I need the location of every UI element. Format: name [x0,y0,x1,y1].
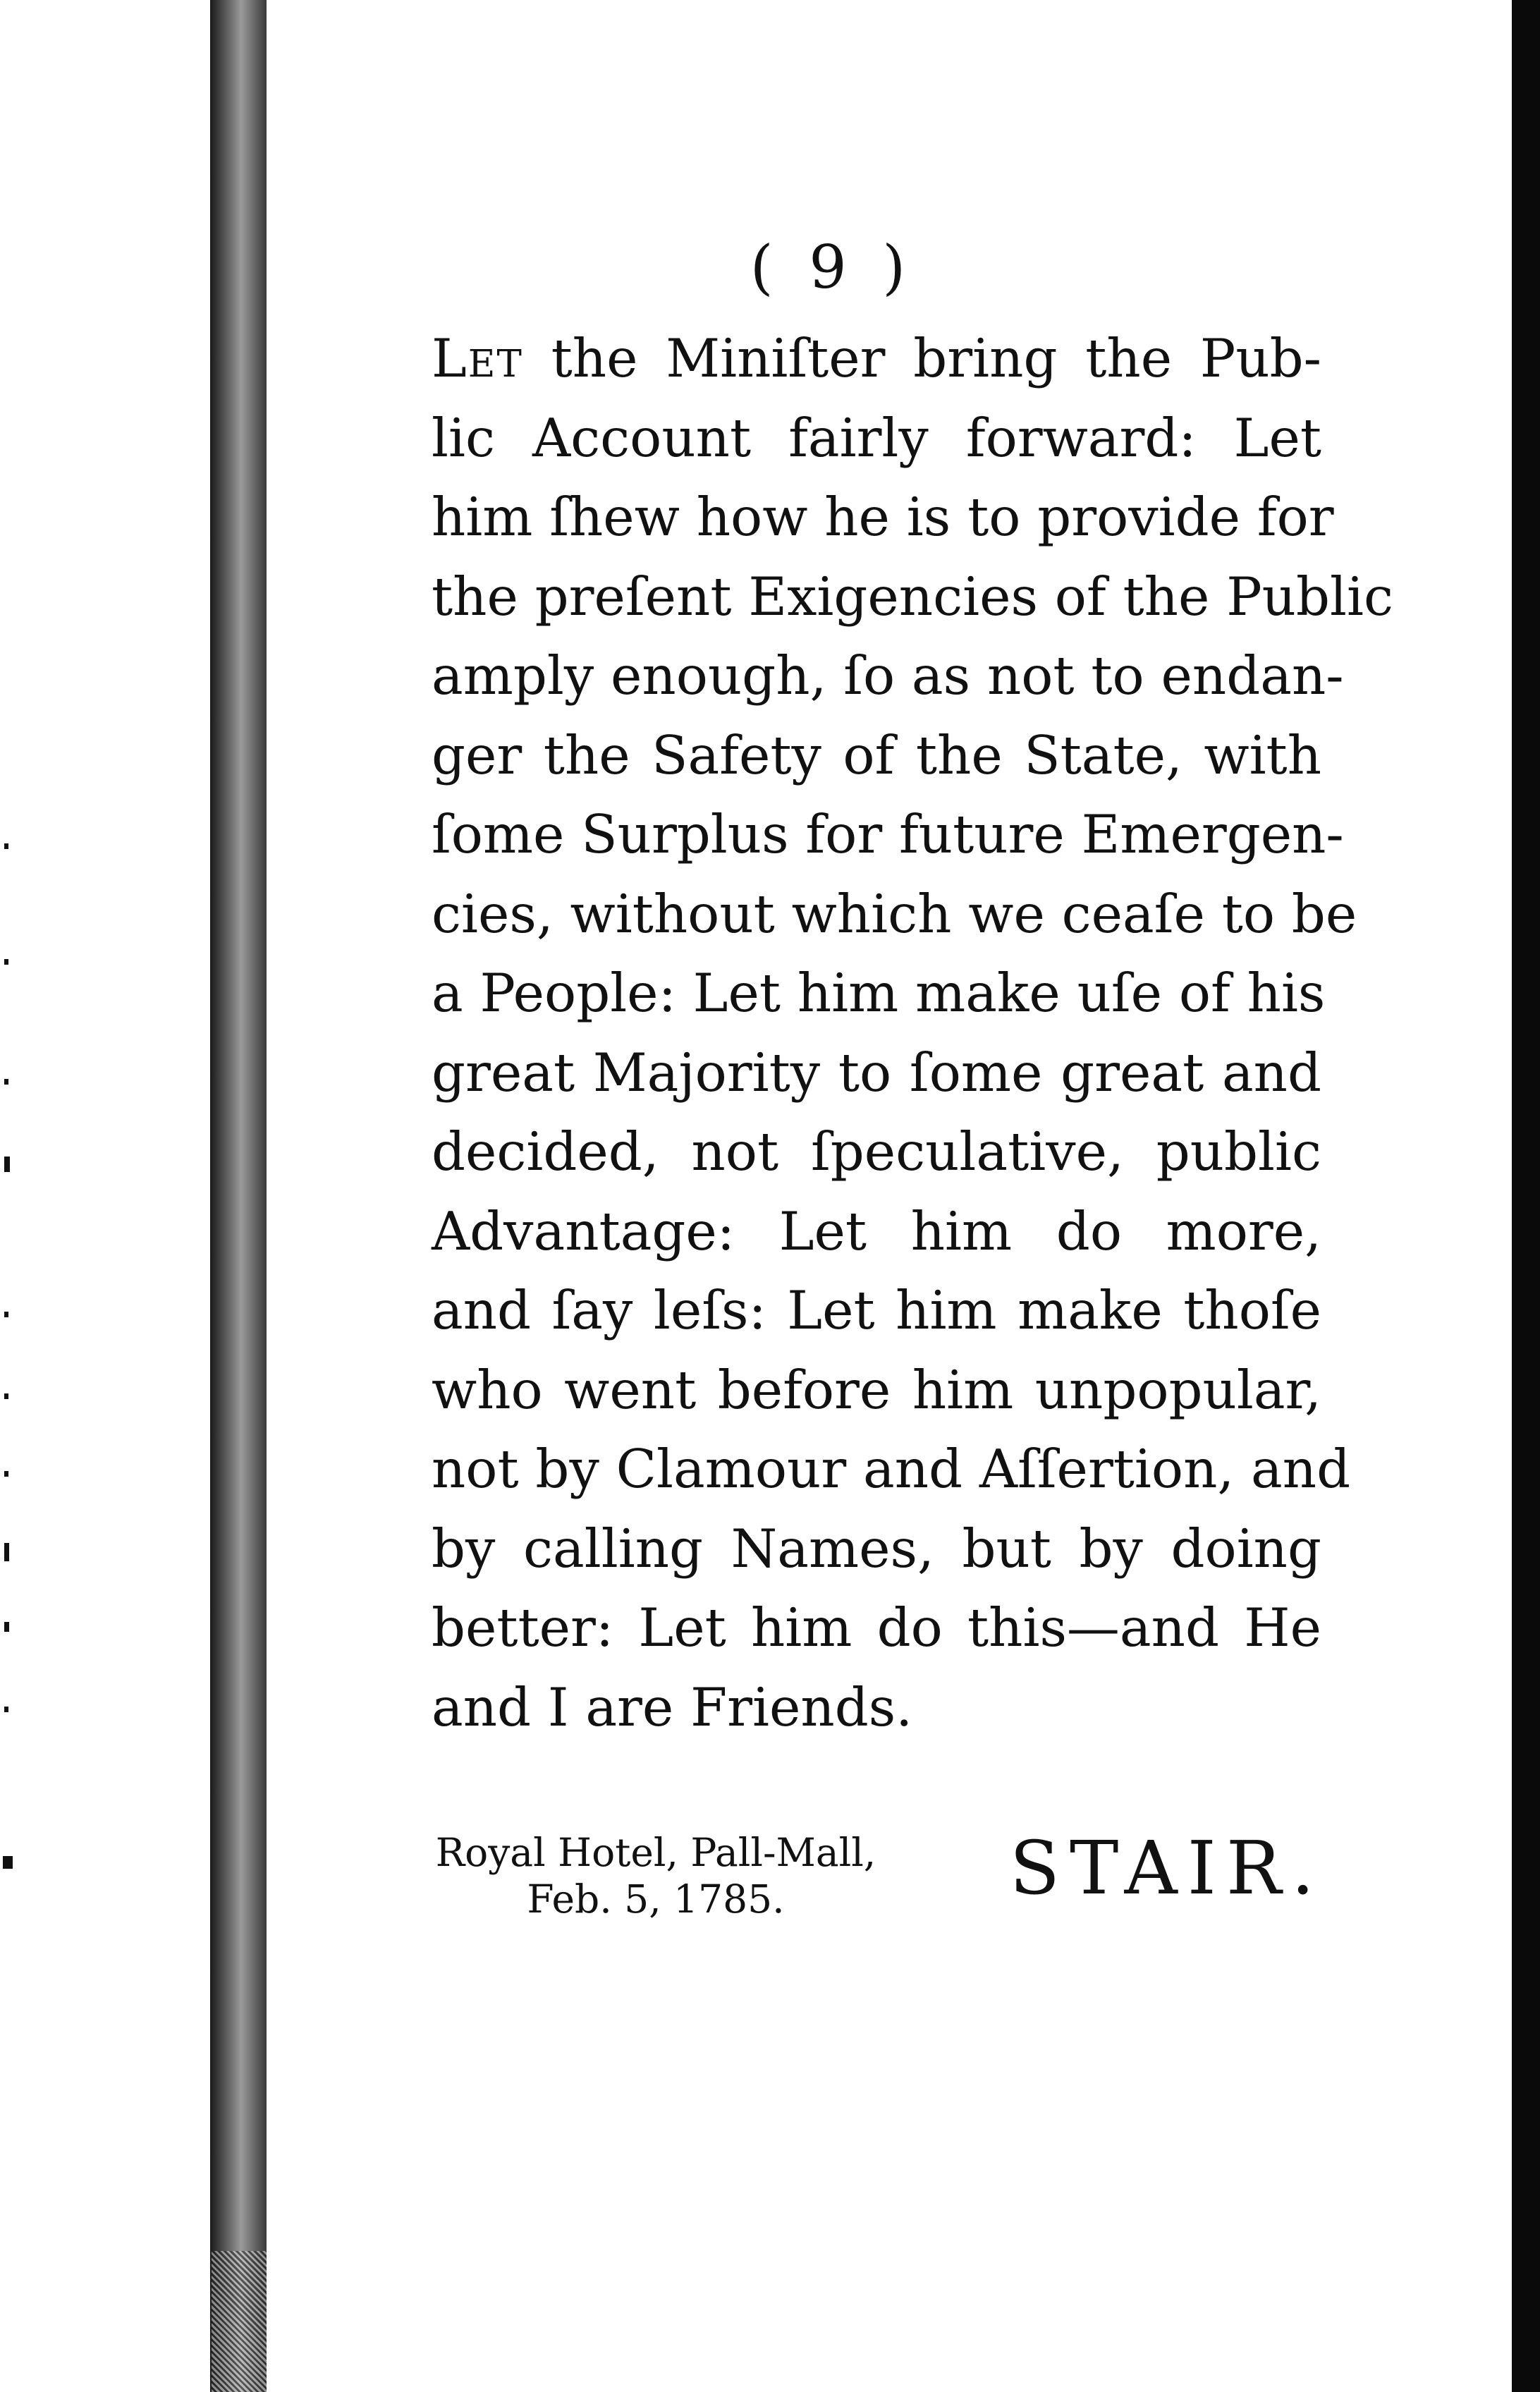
text-line: decided, not ſpeculative, public [432,1121,1321,1183]
dateline-date: Feb. 5, 1785. [527,1877,785,1922]
page-number: ( 9 ) [750,233,915,302]
body-paragraph [432,319,1393,1747]
ink-mark [4,1622,9,1632]
text-line: who went before him unpopular, [432,1358,1321,1421]
book-gutter [210,0,267,2392]
text-line [432,319,1321,398]
text-line: lic Account fairly forward: Let [432,406,1321,469]
text-line: ſome Surplus for future Emergen- [432,803,1344,865]
text-line: the preſent Exigencies of the Public [432,565,1393,628]
lead-word: Let [432,327,523,389]
line-text: the Miniſter bring the Pub- [522,327,1321,389]
ink-mark [3,1856,13,1869]
ink-mark [4,1471,8,1477]
previous-page-edge [0,0,210,2392]
scan-right-edge [1512,0,1540,2392]
ink-mark [4,1312,8,1317]
ink-mark [4,1393,8,1399]
ink-mark [4,1157,10,1172]
text-line: Advantage: Let him do more, [432,1200,1321,1262]
text-line: and I are Friends. [432,1676,913,1738]
text-line: him ſhew how he is to provide for [432,486,1334,548]
text-line: ger the Safety of the State, with [432,724,1321,786]
text-line: better: Let him do this—and He [432,1597,1321,1659]
text-line: amply enough, ſo as not to endan- [432,645,1344,707]
text-line: by calling Names, but by doing [432,1517,1321,1580]
text-line: cies, without which we ceaſe to be [432,882,1357,945]
text-line: great Majority to ſome great and [432,1041,1321,1104]
ink-mark [4,959,8,965]
dateline-place: Royal Hotel, Pall-Mall, [435,1830,876,1875]
ink-mark [4,1079,8,1085]
text-line: a People: Let him make uſe of his [432,962,1326,1024]
ink-mark [4,843,8,849]
text-line: not by Clamour and Aſſertion, and [432,1438,1351,1500]
dateline [423,1829,888,1922]
text-line: and ſay leſs: Let him make thoſe [432,1279,1321,1341]
ink-mark [4,1543,9,1561]
ink-mark [4,1707,8,1712]
signature: STAIR. [1009,1825,1325,1911]
